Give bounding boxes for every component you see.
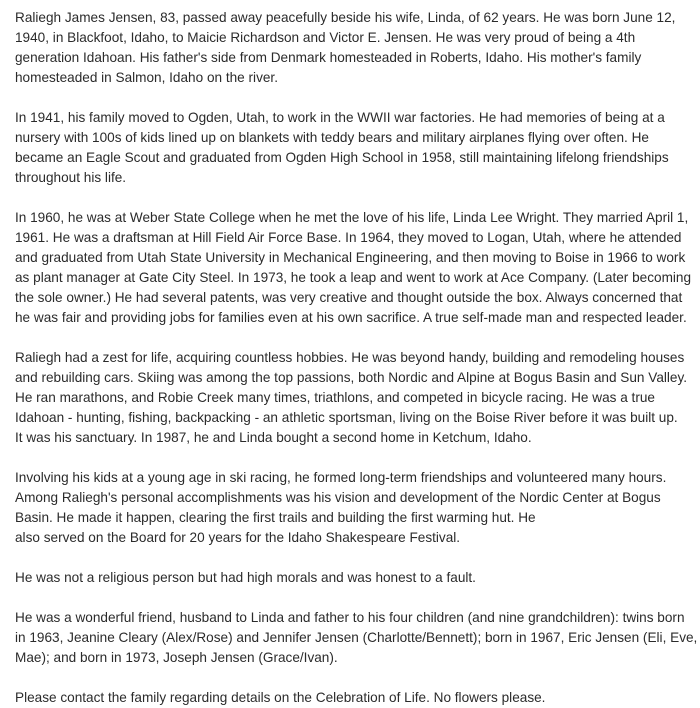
text-line: Involving his kids at a young age in ski racing, he formed long-term friendships and volunteered many hours. bbox=[15, 470, 667, 485]
text-line: he was fair and providing jobs for families even at his own sacrifice. A true self-made man and respected leader. bbox=[15, 310, 687, 325]
text-line: In 1941, his family moved to Ogden, Utah, to work in the WWII war factories. He had memories of being at a bbox=[15, 110, 665, 125]
text-line: Idahoan - hunting, fishing, backpacking - an athletic sportsman, living on the Boise River before it was built up. bbox=[15, 410, 678, 425]
text-line: Please contact the family regarding details on the Celebration of Life. No flowers please. bbox=[15, 690, 546, 705]
text-line: 1961. He was a draftsman at Hill Field Air Force Base. In 1964, they moved to Logan, Utah, where he attended bbox=[15, 230, 682, 245]
text-line: Raliegh had a zest for life, acquiring countless hobbies. He was beyond handy, building and remodeling houses bbox=[15, 350, 685, 365]
paragraph-hobbies bbox=[15, 348, 700, 448]
text-line: nursery with 100s of kids lined up on blankets with teddy bears and military airplanes flying over often. He bbox=[15, 130, 649, 145]
text-line: 1940, in Blackfoot, Idaho, to Maicie Richardson and Victor E. Jensen. He was very proud of being a 4th bbox=[15, 30, 636, 45]
paragraph-childhood bbox=[15, 108, 700, 188]
paragraph-birth bbox=[15, 8, 700, 88]
text-line: became an Eagle Scout and graduated from Ogden High School in 1958, still maintaining lifelong friendships bbox=[15, 150, 669, 165]
text-line: In 1960, he was at Weber State College when he met the love of his life, Linda Lee Wright. They married April 1, bbox=[15, 210, 689, 225]
text-line: Among Raliegh's personal accomplishments was his vision and development of the Nordic Center at Bogus bbox=[15, 490, 661, 505]
paragraph-services bbox=[15, 688, 700, 708]
text-line: throughout his life. bbox=[15, 170, 127, 185]
text-line: He was not a religious person but had high morals and was honest to a fault. bbox=[15, 570, 476, 585]
paragraph-family bbox=[15, 608, 700, 668]
text-line: generation Idahoan. His father's side from Denmark homesteaded in Roberts, Idaho. His mother's family bbox=[15, 50, 642, 65]
paragraph-character bbox=[15, 568, 700, 588]
text-line: and graduated from Utah State University in Mechanical Engineering, and then moving to Boise in 1966 to work bbox=[15, 250, 686, 265]
text-line: homesteaded in Salmon, Idaho on the river. bbox=[15, 70, 278, 85]
text-line: Basin. He made it happen, clearing the first trails and building the first warming hut. He bbox=[15, 510, 536, 525]
text-line: also served on the Board for 20 years for the Idaho Shakespeare Festival. bbox=[15, 530, 461, 545]
text-line: He was a wonderful friend, husband to Linda and father to his four children (and nine grandchildren): twins born bbox=[15, 610, 685, 625]
text-line: It was his sanctuary. In 1987, he and Linda bought a second home in Ketchum, Idaho. bbox=[15, 430, 532, 445]
text-line: the sole owner.) He had several patents, was very creative and thought outside the box. Always concerned that bbox=[15, 290, 683, 305]
paragraph-career bbox=[15, 208, 700, 328]
text-line: and rebuilding cars. Skiing was among the top passions, both Nordic and Alpine at Bogus Basin and Sun Valley. bbox=[15, 370, 688, 385]
text-line: Mae); and born in 1973, Joseph Jensen (Grace/Ivan). bbox=[15, 650, 338, 665]
text-line: as plant manager at Gate City Steel. In 1973, he took a leap and went to work at Ace Company. (Later becoming bbox=[15, 270, 692, 285]
text-line: Raliegh James Jensen, 83, passed away peacefully beside his wife, Linda, of 62 years. He was born June 12, bbox=[15, 10, 676, 25]
text-line: He ran marathons, and Robie Creek many times, triathlons, and competed in bicycle racing. He was a true bbox=[15, 390, 655, 405]
text-line: in 1963, Jeanine Cleary (Alex/Rose) and Jennifer Jensen (Charlotte/Bennett); born in 1967, Eric Jensen (Eli, Eve, bbox=[15, 630, 698, 645]
paragraph-community bbox=[15, 468, 700, 548]
